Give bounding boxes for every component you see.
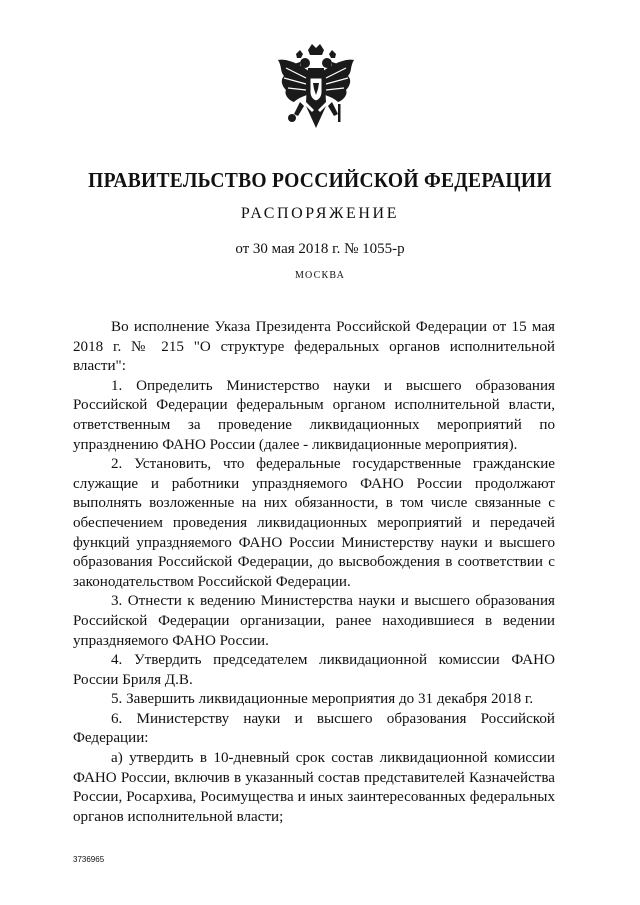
russian-coat-of-arms-icon: [274, 42, 358, 134]
document-body: [73, 318, 555, 827]
paragraph-item-5: 5. Завершить ликвидационные мероприятия до 31 декабря 2018 г.: [111, 691, 534, 708]
document-footer-code: 3736965: [73, 855, 105, 864]
paragraph-item-6: 6. Министерству науки и высшего образования Российской Федерации:: [73, 710, 555, 747]
document-type: РАСПОРЯЖЕНИЕ: [240, 205, 400, 222]
paragraph-preamble: Во исполнение Указа Президента Российской Федерации от 15 мая 2018 г. № 215 "О структуре федеральных органов исполнительной власти":: [73, 319, 555, 375]
paragraph-item-3: 3. Отнести к ведению Министерства науки и высшего образования Российской Федерации организации, ранее находившиеся в ведении упраздняемого ФАНО России.: [73, 593, 555, 649]
document-city: МОСКВА: [294, 270, 346, 281]
paragraph-item-2: 2. Установить, что федеральные государственные гражданские служащие и работники упраздняемого ФАНО России продолжают выполнять возложенные на них обязанности, в том числе связанные с обеспечением проведения ликвидационных мероприятий и передачей функций упраздняемого ФАНО России Министерству науки и высшего образования Российской Федерации, до высвобождения в соответствии с законодательством Российской Федерации.: [73, 456, 555, 590]
paragraph-item-6a: а) утвердить в 10-дневный срок состав ликвидационной комиссии ФАНО России, включив в указанный состав представителей Казначейства России, Росархива, Росимущества и иных заинтересованных федеральных органов исполнительной власти;: [73, 750, 555, 825]
government-title: ПРАВИТЕЛЬСТВО РОССИЙСКОЙ ФЕДЕРАЦИИ: [88, 168, 552, 192]
paragraph-item-1: 1. Определить Министерство науки и высшего образования Российской Федерации федеральным органом исполнительной власти, ответственным за проведение ликвидационных мероприятий по упразднению ФАНО России (далее - ликвидационные мероприятия).: [73, 377, 555, 453]
paragraph-item-4: 4. Утвердить председателем ликвидационной комиссии ФАНО России Бриля Д.В.: [73, 652, 555, 688]
document-date-number: от 30 мая 2018 г. № 1055-р: [235, 241, 405, 257]
